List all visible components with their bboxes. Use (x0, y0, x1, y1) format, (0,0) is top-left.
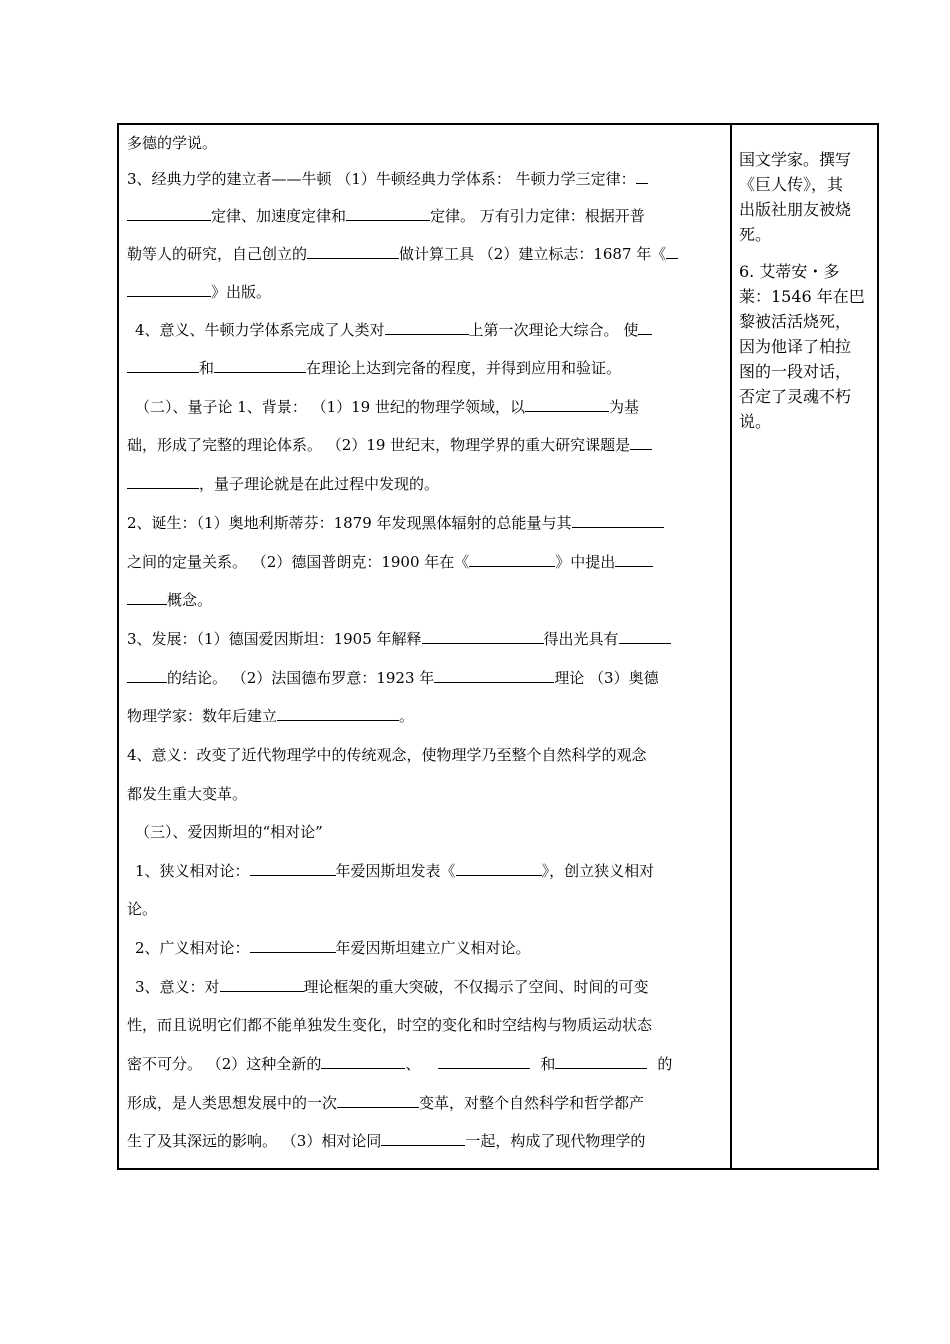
text-line: 2、诞生：（1）奥地利斯蒂芬：1879 年发现黑体辐射的总能量与其 (127, 513, 664, 533)
text-line: 4、意义：改变了近代物理学中的传统观念，使物理学乃至整个自然科学的观念 (127, 746, 647, 764)
fill-blank[interactable] (422, 629, 544, 644)
side-note-line: 因为他译了柏拉 (739, 337, 852, 356)
fill-blank[interactable] (127, 206, 211, 221)
side-note-line: 出版社朋友被烧 (739, 200, 852, 219)
fill-blank[interactable] (127, 668, 167, 683)
text-line: 之间的定量关系。 （2）德国普朗克：1900 年在《 》中提出 (127, 552, 653, 572)
section-heading: （三）、爱因斯坦的“相对论” (135, 823, 323, 841)
text-line: 多德的学说。 (127, 134, 218, 152)
text-line: 》出版。 (127, 282, 271, 302)
text-line: 4、意义、牛顿力学体系完成了人类对 上第一次理论大综合。 使 (135, 320, 652, 340)
side-note-line: 《巨人传》，其 (739, 175, 844, 194)
fill-blank[interactable] (385, 320, 469, 335)
side-note-line: 否定了灵魂不朽 (739, 387, 852, 406)
fill-blank[interactable] (337, 1093, 419, 1108)
fill-blank[interactable] (456, 861, 542, 876)
side-note-line: 莱：1546 年在巴 (739, 287, 865, 306)
fill-blank[interactable] (619, 629, 671, 644)
text-line: 物理学家：数年后建立 。 (127, 707, 415, 725)
side-note-line: 死。 (739, 225, 772, 244)
text-line: 3、意义：对 理论框架的重大突破，不仅揭示了空间、时间的可变 (135, 978, 649, 996)
text-line: 生了及其深远的影响。 （3）相对论同 一起，构成了现代物理学的 (127, 1132, 646, 1150)
text-line: 1、狭义相对论： 年爱因斯坦发表《 》，创立狭义相对 (135, 862, 655, 880)
fill-blank[interactable] (127, 474, 199, 489)
fill-blank[interactable] (555, 1054, 647, 1069)
text-line: 勒等人的研究，自己创立的 做计算工具 （2）建立标志：1687 年《 (127, 244, 678, 264)
text-line: 概念。 (127, 590, 212, 610)
fill-blank[interactable] (381, 1131, 465, 1146)
fill-blank[interactable] (277, 706, 399, 721)
fill-blank[interactable] (127, 358, 199, 373)
fill-blank[interactable] (307, 244, 399, 259)
fill-blank[interactable] (638, 320, 652, 335)
text-line: 都发生重大变革。 (127, 785, 248, 803)
text-line: ，量子理论就是在此过程中发现的。 (127, 474, 439, 494)
text-line: 密不可分。 （2）这种全新的 、 和 的 (127, 1055, 673, 1073)
side-notes (739, 147, 867, 434)
fill-blank[interactable] (525, 397, 609, 412)
fill-blank[interactable] (250, 861, 336, 876)
fill-blank[interactable] (666, 244, 678, 259)
fill-blank[interactable] (434, 668, 554, 683)
fill-blank[interactable] (346, 206, 430, 221)
fill-blank[interactable] (438, 1054, 530, 1069)
text-line: 性，而且说明它们都不能单独发生变化，时空的变化和时空结构与物质运动状态 (127, 1016, 653, 1034)
side-note-line: 图的一段对话， (739, 362, 852, 381)
text-line: 形成，是人类思想发展中的一次 变革，对整个自然科学和哲学都产 (127, 1094, 645, 1112)
fill-blank[interactable] (636, 169, 648, 184)
fill-blank[interactable] (220, 977, 304, 992)
side-note-line: 6. 艾蒂安・多 (739, 262, 840, 281)
fill-blank[interactable] (127, 282, 211, 297)
fill-blank[interactable] (214, 358, 306, 373)
text-line: 3、经典力学的建立者——牛顿 （1）牛顿经典力学体系： 牛顿力学三定律： (127, 169, 648, 189)
fill-blank[interactable] (615, 552, 653, 567)
fill-blank[interactable] (572, 513, 664, 528)
side-note-line: 黎被活活烧死， (739, 312, 852, 331)
worksheet-table (117, 123, 879, 1170)
text-line: 3、发展：（1）德国爱因斯坦：1905 年解释 得出光具有 (127, 629, 671, 649)
side-note-line: 说。 (739, 412, 772, 431)
fill-blank[interactable] (630, 435, 652, 450)
text-line: 论。 (127, 900, 158, 918)
text-line: 2、广义相对论： 年爱因斯坦建立广义相对论。 (135, 939, 531, 957)
fill-blank[interactable] (469, 552, 555, 567)
fill-blank[interactable] (321, 1054, 405, 1069)
text-line: 础，形成了完整的理论体系。 （2）19 世纪末，物理学界的重大研究课题是 (127, 435, 652, 455)
fill-blank[interactable] (127, 590, 167, 605)
fill-blank[interactable] (250, 938, 336, 953)
side-note-line: 国文学家。撰写 (739, 150, 852, 169)
text-line: 定律、加速度定律和 定律。 万有引力定律：根据开普 (127, 206, 645, 226)
text-line: 的结论。 （2）法国德布罗意：1923 年 理论 （3）奥德 (127, 668, 659, 688)
text-line: （二）、量子论 1、背景： （1）19 世纪的物理学领域，以 为基 (135, 398, 639, 416)
text-line: 和 在理论上达到完备的程度，并得到应用和验证。 (127, 358, 621, 378)
column-divider (730, 125, 732, 1168)
